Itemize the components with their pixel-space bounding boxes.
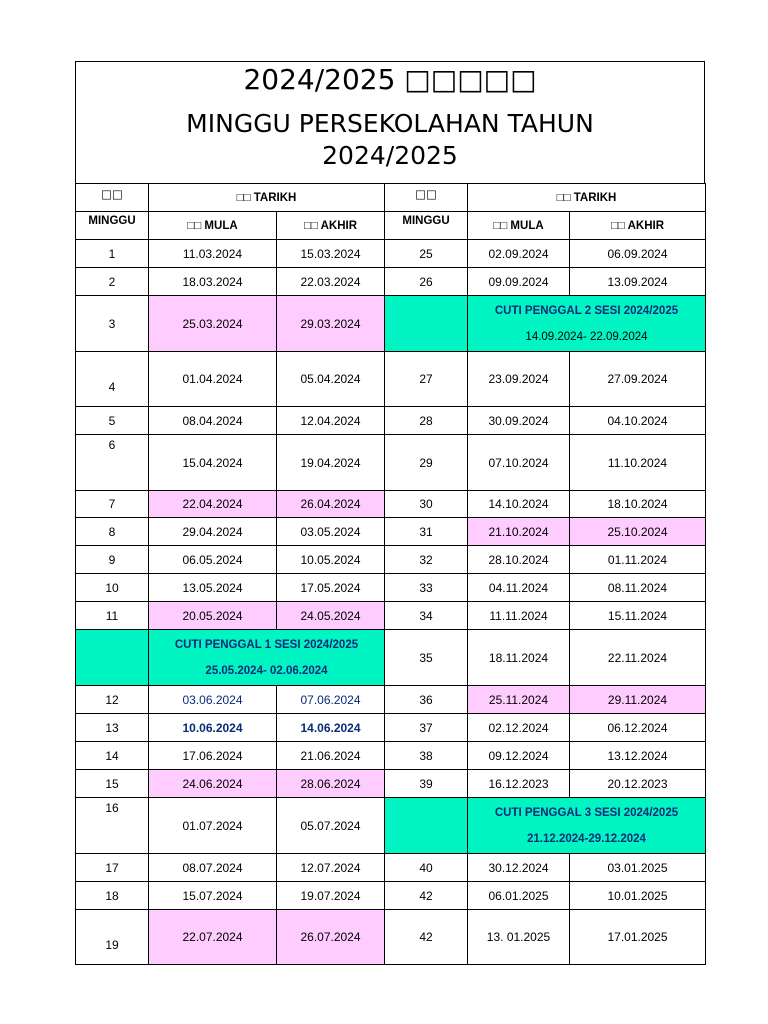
week-cell: 40 (385, 854, 468, 882)
table-row (76, 518, 706, 546)
start-cell: 30.12.2024 (468, 854, 570, 882)
start-cell: 25.11.2024 (468, 686, 570, 714)
week-cell: 26 (385, 268, 468, 296)
end-cell: 13.12.2024 (570, 742, 706, 770)
table-row (76, 296, 706, 352)
start-cell: 08.04.2024 (149, 407, 277, 435)
week-cell: 34 (385, 602, 468, 630)
week-cell: 5 (76, 407, 149, 435)
start-cell: 23.09.2024 (468, 352, 570, 407)
table-row (76, 240, 706, 268)
end-cell: 17.01.2025 (570, 910, 706, 965)
week-cell: 14 (76, 742, 149, 770)
week-cell: 11 (76, 602, 149, 630)
end-cell: 12.04.2024 (277, 407, 385, 435)
break-week-cell (76, 630, 149, 686)
end-cell: 25.10.2024 (570, 518, 706, 546)
start-cell: 09.09.2024 (468, 268, 570, 296)
break-3-cell (468, 798, 706, 854)
table-row (76, 352, 706, 407)
week-cell: 28 (385, 407, 468, 435)
week-cell: 25 (385, 240, 468, 268)
week-cell: 17 (76, 854, 149, 882)
week-cell: 32 (385, 546, 468, 574)
week-cell: 8 (76, 518, 149, 546)
start-cell: 11.11.2024 (468, 602, 570, 630)
table-row (76, 630, 706, 686)
end-cell: 01.11.2024 (570, 546, 706, 574)
document-header (75, 61, 705, 183)
end-cell: 29.03.2024 (277, 296, 385, 352)
end-cell: 14.06.2024 (277, 714, 385, 742)
header-row-1 (76, 184, 706, 212)
start-cell: 06.01.2025 (468, 882, 570, 910)
end-cell: 27.09.2024 (570, 352, 706, 407)
end-cell: 06.12.2024 (570, 714, 706, 742)
week-header-glyph-2: □□ (385, 184, 468, 212)
start-cell: 10.06.2024 (149, 714, 277, 742)
week-cell: 12 (76, 686, 149, 714)
week-cell: 37 (385, 714, 468, 742)
title-main: MINGGU PERSEKOLAHAN TAHUN (186, 109, 594, 138)
table-row (76, 742, 706, 770)
week-cell: 27 (385, 352, 468, 407)
end-cell: 12.07.2024 (277, 854, 385, 882)
break-week-cell (385, 798, 468, 854)
week-cell: 33 (385, 574, 468, 602)
week-cell: 29 (385, 435, 468, 491)
week-cell: 31 (385, 518, 468, 546)
break-1-cell (149, 630, 385, 686)
end-cell: 22.11.2024 (570, 630, 706, 686)
week-cell: 6 (76, 435, 149, 491)
week-cell: 4 (76, 352, 149, 407)
end-cell: 26.04.2024 (277, 491, 385, 518)
table-row (76, 435, 706, 491)
end-cell: 29.11.2024 (570, 686, 706, 714)
table-row (76, 574, 706, 602)
end-cell: 04.10.2024 (570, 407, 706, 435)
week-cell: 7 (76, 491, 149, 518)
break-3-title: CUTI PENGGAL 3 SESI 2024/2025 (494, 806, 679, 819)
table-row (76, 686, 706, 714)
week-cell: 39 (385, 770, 468, 798)
end-cell: 28.06.2024 (277, 770, 385, 798)
date-header: □□ TARIKH (149, 184, 385, 212)
school-weeks-document (75, 61, 705, 965)
start-cell: 22.07.2024 (149, 910, 277, 965)
end-cell: 06.09.2024 (570, 240, 706, 268)
break-2-dates: 14.09.2024- 22.09.2024 (525, 330, 648, 343)
week-cell: 42 (385, 910, 468, 965)
end-cell: 03.01.2025 (570, 854, 706, 882)
end-cell: 19.04.2024 (277, 435, 385, 491)
start-cell: 20.05.2024 (149, 602, 277, 630)
start-cell: 29.04.2024 (149, 518, 277, 546)
title-year: 2024/2025 □□□□□ (243, 63, 537, 96)
start-cell: 22.04.2024 (149, 491, 277, 518)
end-cell: 07.06.2024 (277, 686, 385, 714)
start-cell: 21.10.2024 (468, 518, 570, 546)
break-2-title: CUTI PENGGAL 2 SESI 2024/2025 (494, 304, 679, 317)
break-1-dates: 25.05.2024- 02.06.2024 (205, 664, 328, 677)
end-cell: 10.05.2024 (277, 546, 385, 574)
end-cell: 15.11.2024 (570, 602, 706, 630)
table-row (76, 882, 706, 910)
table-row (76, 798, 706, 854)
start-cell: 08.07.2024 (149, 854, 277, 882)
week-cell: 35 (385, 630, 468, 686)
table-row (76, 602, 706, 630)
end-cell: 13.09.2024 (570, 268, 706, 296)
start-cell: 01.07.2024 (149, 798, 277, 854)
end-cell: 11.10.2024 (570, 435, 706, 491)
end-cell: 21.06.2024 (277, 742, 385, 770)
start-header-2: □□ MULA (468, 212, 570, 240)
end-cell: 22.03.2024 (277, 268, 385, 296)
start-cell: 15.04.2024 (149, 435, 277, 491)
end-cell: 19.07.2024 (277, 882, 385, 910)
end-header-2: □□ AKHIR (570, 212, 706, 240)
end-cell: 05.04.2024 (277, 352, 385, 407)
break-2-cell (468, 296, 706, 352)
week-cell: 13 (76, 714, 149, 742)
week-cell: 19 (76, 910, 149, 965)
start-cell: 03.06.2024 (149, 686, 277, 714)
start-cell: 18.11.2024 (468, 630, 570, 686)
table-row (76, 854, 706, 882)
week-cell: 36 (385, 686, 468, 714)
table-row (76, 407, 706, 435)
title-year-2: 2024/2025 (322, 141, 458, 170)
week-header-2: MINGGU (385, 212, 468, 240)
week-header-glyph: □□ (76, 184, 149, 212)
start-cell: 04.11.2024 (468, 574, 570, 602)
start-cell: 02.09.2024 (468, 240, 570, 268)
table-row (76, 546, 706, 574)
header-row-2 (76, 212, 706, 240)
start-cell: 17.06.2024 (149, 742, 277, 770)
end-cell: 20.12.2023 (570, 770, 706, 798)
end-cell: 17.05.2024 (277, 574, 385, 602)
table-row (76, 268, 706, 296)
table-row (76, 770, 706, 798)
start-cell: 28.10.2024 (468, 546, 570, 574)
start-cell: 14.10.2024 (468, 491, 570, 518)
start-cell: 24.06.2024 (149, 770, 277, 798)
end-cell: 24.05.2024 (277, 602, 385, 630)
table-row (76, 491, 706, 518)
weeks-table (75, 183, 706, 965)
week-cell: 15 (76, 770, 149, 798)
date-header-2: □□ TARIKH (468, 184, 706, 212)
start-cell: 01.04.2024 (149, 352, 277, 407)
start-header: □□ MULA (149, 212, 277, 240)
table-row (76, 714, 706, 742)
week-cell: 16 (76, 798, 149, 854)
week-cell: 9 (76, 546, 149, 574)
end-cell: 18.10.2024 (570, 491, 706, 518)
break-3-dates: 21.12.2024-29.12.2024 (527, 832, 646, 845)
week-cell: 2 (76, 268, 149, 296)
week-cell: 18 (76, 882, 149, 910)
end-header: □□ AKHIR (277, 212, 385, 240)
week-cell: 3 (76, 296, 149, 352)
start-cell: 07.10.2024 (468, 435, 570, 491)
week-cell: 10 (76, 574, 149, 602)
break-1-title: CUTI PENGGAL 1 SESI 2024/2025 (174, 638, 359, 651)
start-cell: 25.03.2024 (149, 296, 277, 352)
start-cell: 09.12.2024 (468, 742, 570, 770)
end-cell: 10.01.2025 (570, 882, 706, 910)
week-header: MINGGU (76, 212, 149, 240)
end-cell: 15.03.2024 (277, 240, 385, 268)
week-cell: 30 (385, 491, 468, 518)
break-week-cell (385, 296, 468, 352)
table-row (76, 910, 706, 965)
start-cell: 06.05.2024 (149, 546, 277, 574)
start-cell: 02.12.2024 (468, 714, 570, 742)
start-cell: 13.05.2024 (149, 574, 277, 602)
end-cell: 08.11.2024 (570, 574, 706, 602)
start-cell: 11.03.2024 (149, 240, 277, 268)
end-cell: 03.05.2024 (277, 518, 385, 546)
start-cell: 30.09.2024 (468, 407, 570, 435)
end-cell: 26.07.2024 (277, 910, 385, 965)
start-cell: 13. 01.2025 (468, 910, 570, 965)
start-cell: 16.12.2023 (468, 770, 570, 798)
start-cell: 15.07.2024 (149, 882, 277, 910)
end-cell: 05.07.2024 (277, 798, 385, 854)
week-cell: 38 (385, 742, 468, 770)
week-cell: 42 (385, 882, 468, 910)
start-cell: 18.03.2024 (149, 268, 277, 296)
week-cell: 1 (76, 240, 149, 268)
